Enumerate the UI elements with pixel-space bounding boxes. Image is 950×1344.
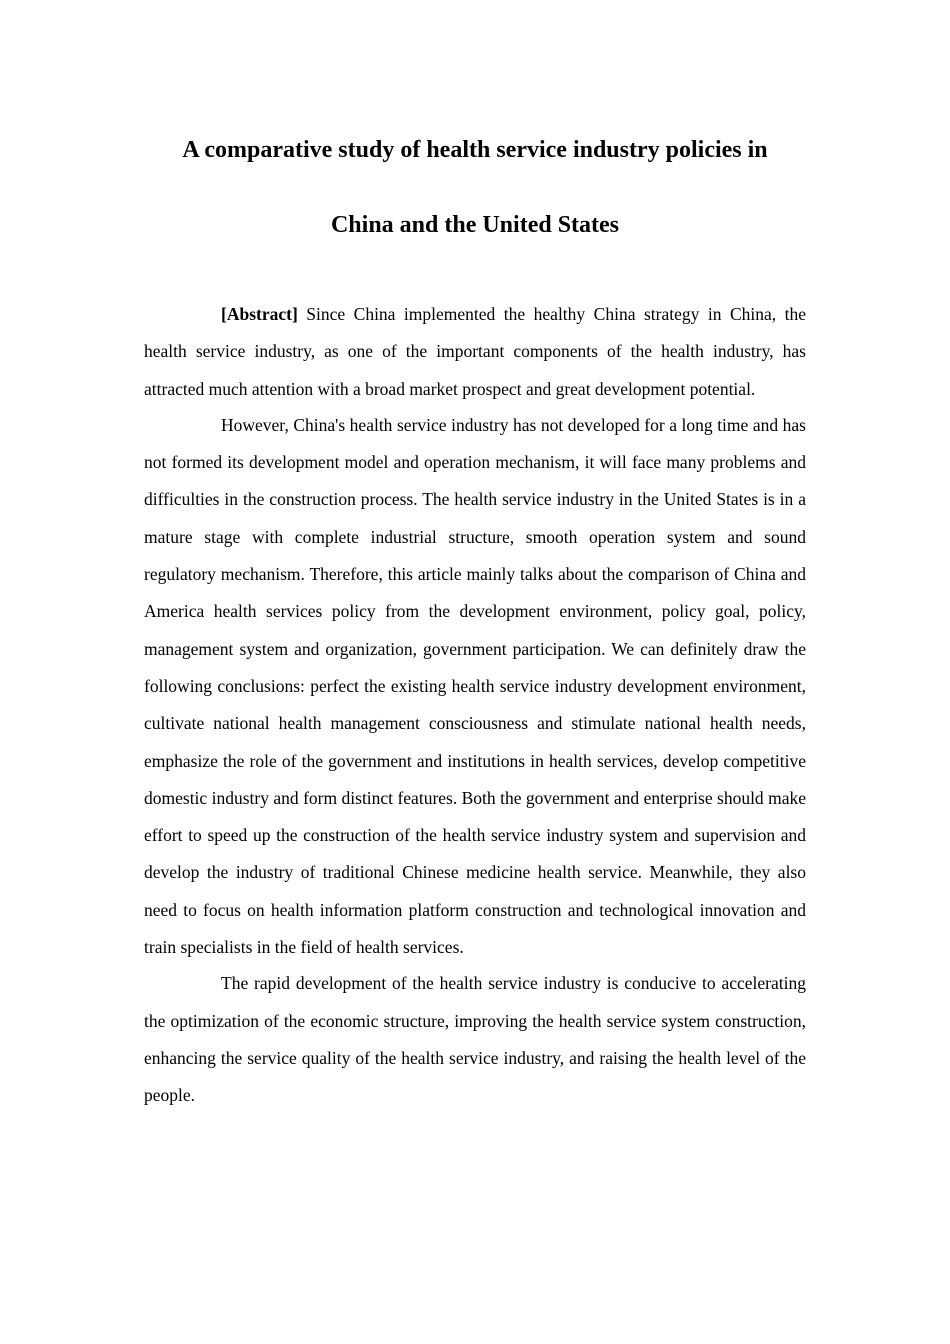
abstract-paragraph-3: The rapid development of the health service industry is conducive to accelerating the optimization of the economic structure, improving the health service system construction, enhancing the service quality of the health service industry, and raising the health level of the people. <box>144 973 806 1106</box>
abstract-paragraph-2: However, China's health service industry has not developed for a long time and has not formed its development model and operation mechanism, it will face many problems and difficulties in the construction process. The health service industry in the United States is in a mature stage with complete industrial structure, smooth operation system and sound regulatory mechanism. Therefore, this article mainly talks about the comparison of China and America health services policy from the development environment, policy goal, policy, management system and organization, government participation. We can definitely draw the following conclusions: perfect the existing health service industry development environment, cultivate national health management consciousness and stimulate national health needs, emphasize the role of the government and institutions in health services, develop competitive domestic industry and form distinct features. Both the government and enterprise should make effort to speed up the construction of the health service industry system and supervision and develop the industry of traditional Chinese medicine health service. Meanwhile, they also need to focus on health information platform construction and technological innovation and train specialists in the field of health services. <box>144 414 806 958</box>
title-line-1: A comparative study of health service industry policies in <box>182 137 768 163</box>
abstract-paragraph-1-text: Since China implemented the healthy China strategy in China, the health service industry, as one of the important components of the health industry, has attracted much attention with a broad market prospect and great development potential. <box>144 304 806 399</box>
title-line-2: China and the United States <box>330 212 620 238</box>
abstract-paragraph-1 <box>144 296 806 408</box>
abstract-body <box>144 296 806 1114</box>
abstract-label: [Abstract] <box>221 304 298 324</box>
